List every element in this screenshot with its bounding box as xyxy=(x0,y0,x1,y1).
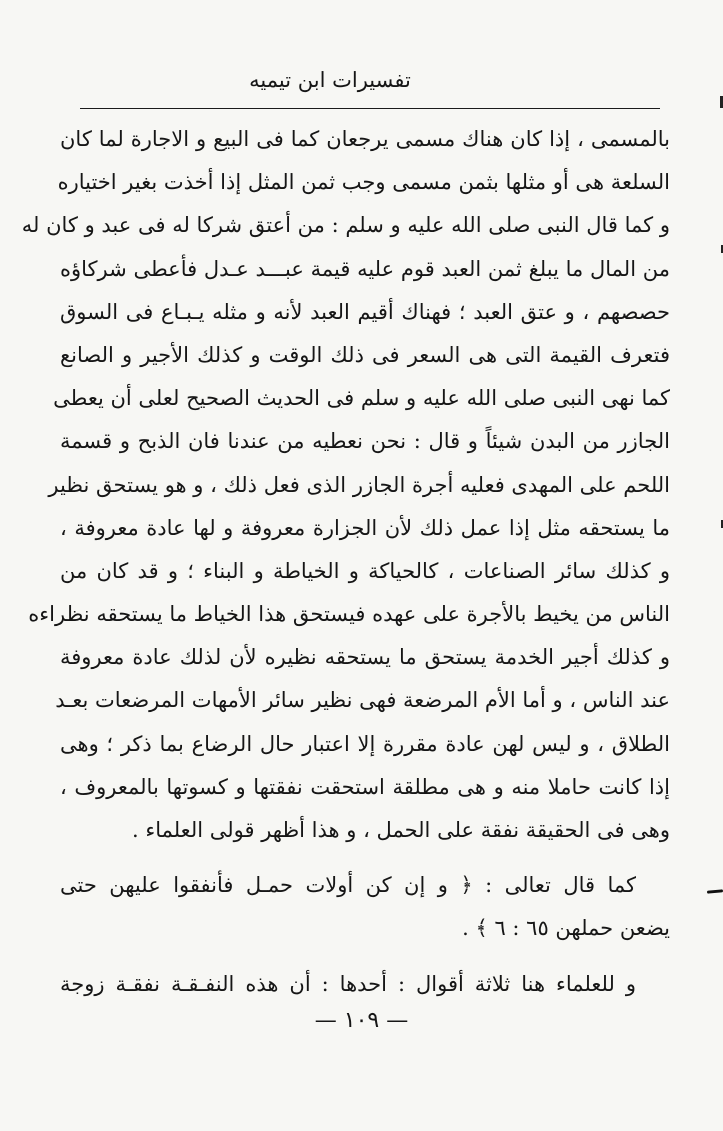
text-line: بالمسمى ، إذا كان هناك مسمى يرجعان كما فى البيع و الاجارة لما كان xyxy=(60,127,670,151)
text-line: و كذلك سائر الصناعات ، كالحياكة و الخياطة و البناء ؛ و قد كان من xyxy=(60,558,670,583)
header-rule xyxy=(80,108,660,109)
text-line: من المال ما يبلغ ثمن العبد قوم عليه قيمة عبـــد عـدل فأعطى شركاؤه xyxy=(60,256,670,281)
text-line: فتعرف القيمة التى هى السعر فى ذلك الوقت و كذلك الأجير و الصانع xyxy=(60,342,670,367)
scan-mark xyxy=(707,889,723,893)
quran-quote-end: يضعن حملهن ٦٥ : ٦ ﴾ . xyxy=(462,916,670,941)
text-line: عند الناس ، و أما الأم المرضعة فهى نظير سائر الأمهات المرضعات بعـد xyxy=(55,688,670,713)
text-line: اللحم على المهدى فعليه أجرة الجازر الذى فعل ذلك ، و هو يستحق نظير xyxy=(48,472,670,497)
page-number: — ١٠٩ — xyxy=(314,1008,409,1033)
text-line: وهى فى الحقيقة نفقة على الحمل ، و هذا أظهر قولى العلماء . xyxy=(131,818,670,842)
text-line: ما يستحقه مثل إذا عمل ذلك لأن الجزارة معروفة و لها عادة معروفة ، xyxy=(60,515,670,540)
running-title: تفسيرات ابن تيميه xyxy=(249,68,411,92)
text-line: و كما قال النبى صلى الله عليه و سلم : من أعتق شركا له فى عبد و كان له xyxy=(21,213,670,238)
text-line: و كذلك أجير الخدمة يستحق ما يستحقه نظيره لأن لذلك عادة معروفة xyxy=(60,645,670,670)
quran-quote-line: كما قال تعالى : ﴿ و إن كن أولات حمـل فأنفقوا عليهن حتى xyxy=(60,873,636,898)
text-line: كما نهى النبى صلى الله عليه و سلم فى الحديث الصحيح لعلى أن يعطى xyxy=(53,386,670,411)
text-line: الناس من يخيط بالأجرة على عهده فيستحق هذا الخياط ما يستحقه نظراءه xyxy=(28,602,670,627)
text-line: الجازر من البدن شيئاً و قال : نحن نعطيه من عندنا فان الذبح و قسمة xyxy=(60,429,670,454)
text-line: السلعة هى أو مثلها بثمن مسمى وجب ثمن المثل إذا أخذت بغير اختياره xyxy=(57,170,670,195)
text-line: و للعلماء هنا ثلاثة أقوال : أحدها : أن هذه النفـقـة نفقـة زوجة xyxy=(60,971,636,996)
paragraph-gap xyxy=(60,852,670,864)
text-line: حصصهم ، و عتق العبد ؛ فهناك أقيم العبد لأنه و مثله يـبـاع فى السوق xyxy=(60,299,670,324)
text-line: الطلاق ، و ليس لهن عادة مقررة إلا اعتبار حال الرضاع بما ذكر ؛ وهى xyxy=(60,731,670,756)
page-body xyxy=(21,118,670,1006)
text-line: إذا كانت حاملا منه و هى مطلقة استحقت نفقتها و كسوتها بالمعروف ، xyxy=(60,774,670,799)
paragraph-gap xyxy=(60,951,670,963)
